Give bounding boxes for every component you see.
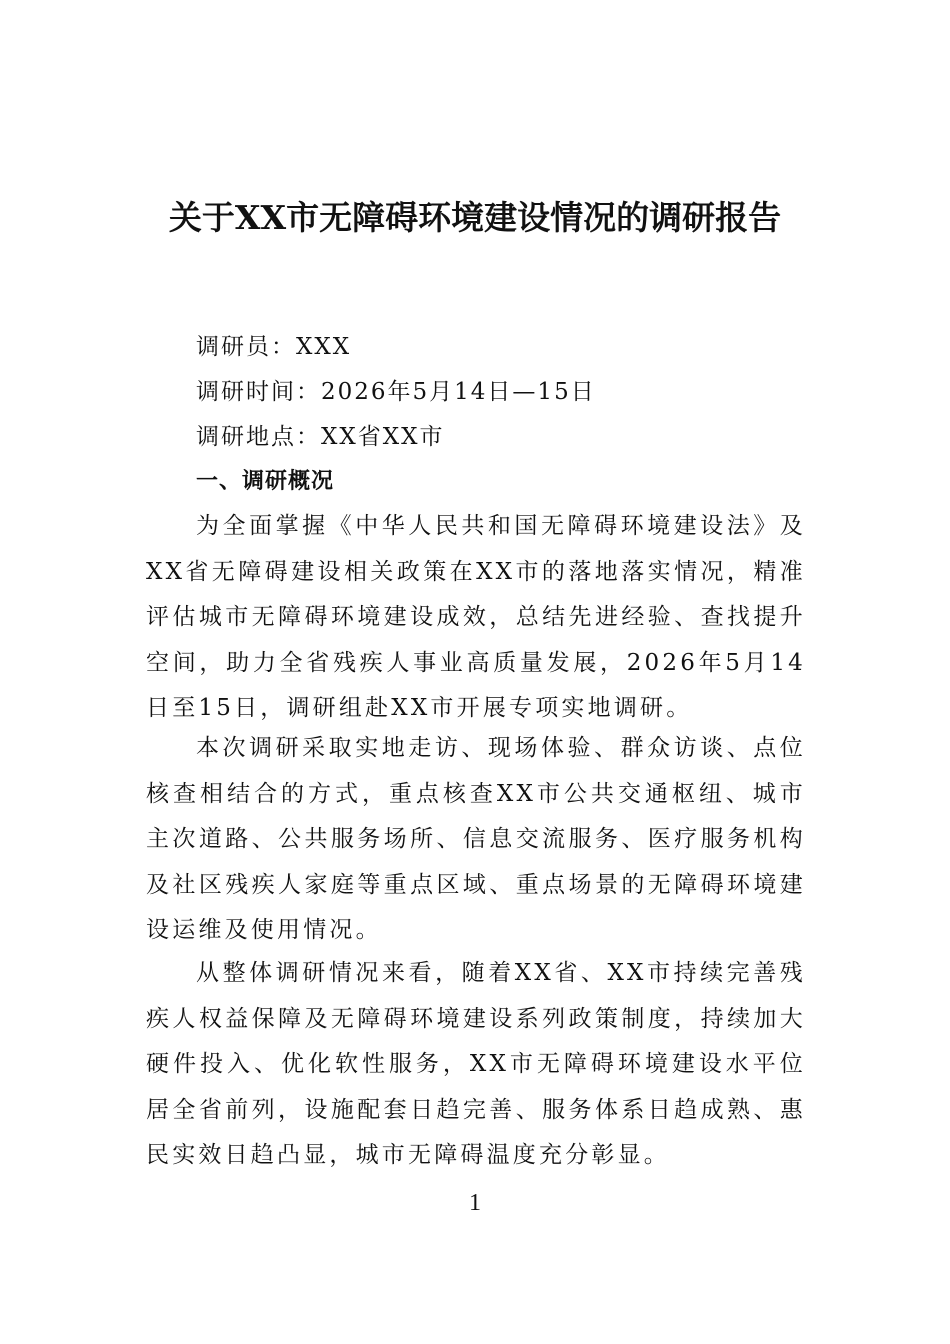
researcher-line: 调研员：XXX (196, 334, 352, 360)
body-paragraph-3: 从整体调研情况来看，随着XX省、XX市持续完善残疾人权益保障及无障碍环境建设系列政策制度，持续加大硬件投入、优化软性服务，XX市无障碍环境建设水平位居全省前列，设施配套日趋完善、服务体系日趋成熟、惠民实效日趋凸显，城市无障碍温度充分彰显。 (146, 960, 806, 1168)
document-title: 关于XX市无障碍环境建设情况的调研报告 (168, 198, 782, 237)
research-time-line: 调研时间：2026年5月14日—15日 (196, 379, 596, 405)
research-place-line: 调研地点：XX省XX市 (196, 424, 445, 450)
body-paragraph-2: 本次调研采取实地走访、现场体验、群众访谈、点位核查相结合的方式，重点核查XX市公共交通枢纽、城市主次道路、公共服务场所、信息交流服务、医疗服务机构及社区残疾人家庭等重点区域、重点场景的无障碍环境建设运维及使用情况。 (146, 735, 806, 943)
section-heading: 一、调研概况 (196, 469, 335, 494)
body-paragraph-1: 为全面掌握《中华人民共和国无障碍环境建设法》及XX省无障碍建设相关政策在XX市的落地落实情况，精准评估城市无障碍环境建设成效，总结先进经验、查找提升空间，助力全省残疾人事业高质量发展，2026年5月14日至15日，调研组赴XX市开展专项实地调研。 (146, 513, 806, 721)
page-number: 1 (469, 1190, 481, 1216)
